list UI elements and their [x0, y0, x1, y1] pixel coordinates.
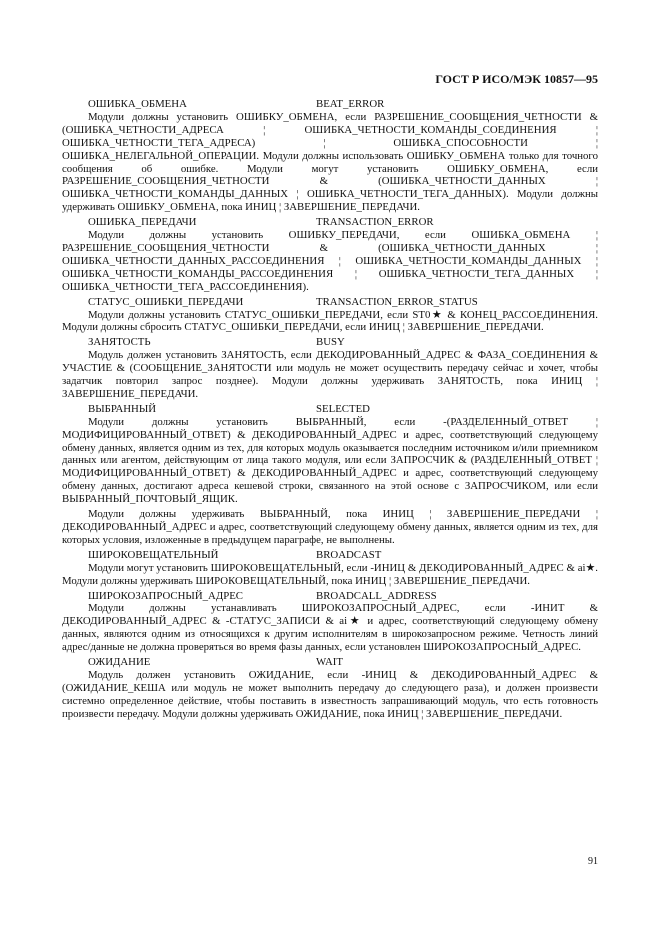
term-row-beat-error	[62, 98, 598, 111]
term-row-transaction-error	[62, 216, 598, 229]
term-row-broadcast	[62, 549, 598, 562]
document-body	[62, 97, 598, 723]
term-ru: ШИРОКОЗАПРОСНЫЙ_АДРЕС	[88, 589, 243, 602]
term-en: WAIT	[316, 656, 343, 669]
term-en: BROADCALL_ADDRESS	[316, 589, 437, 602]
term-ru: ШИРОКОВЕЩАТЕЛЬНЫЙ	[88, 548, 219, 561]
term-row-broadcall-address	[62, 590, 598, 603]
term-row-busy	[62, 336, 598, 349]
term-description: Модуль должен установить ОЖИДАНИЕ, если -ИНИЦ & ДЕКОДИРОВАННЫЙ_АДРЕС & (ОЖИДАНИЕ_КЕША или модуль не может выполнить передачу до следующего раза), и должен произвести системно определенное действие, чтобы поставить в известность запрашивающий модуль, что есть готовность произвести передачу. Модули должны удерживать ОЖИДАНИЕ, пока ИНИЦ ¦ ЗАВЕРШЕНИЕ_ПЕРЕДАЧИ.	[62, 668, 598, 720]
term-ru: ВЫБРАННЫЙ	[88, 402, 157, 415]
term-description: Модуль должен установить ЗАНЯТОСТЬ, если ДЕКОДИРОВАННЫЙ_АДРЕС & ФАЗА_СОЕДИНЕНИЯ & УЧАСТИЕ & (СООБЩЕНИЕ_ЗАНЯТОСТИ или модуль не может осуществить передачу сейчас и хочет, чтобы задатчик повторил запрос позднее). Модули должны удерживать ЗАНЯТОСТЬ, пока ИНИЦ ¦ ЗАВЕРШЕНИЕ_ПЕРЕДАЧИ.	[62, 349, 598, 400]
term-row-transaction-error-status	[62, 296, 598, 309]
standard-header: ГОСТ Р ИСО/МЭК 10857—95	[435, 72, 598, 86]
term-description: Модули должны установить ВЫБРАННЫЙ, если -(РАЗДЕЛЕННЫЙ_ОТВЕТ ¦ МОДИФИЦИРОВАННЫЙ_ОТВЕТ) & ДЕКОДИРОВАННЫЙ_АДРЕС и адрес, соответствующий следующему обмену данных, является одним из тех, для которых модуль оказывается последним источником и/или приемником данных или агентом, действующим от лица такого модуля, или если ЗАПРОСЧИК & (РАЗДЕЛЕННЫЙ_ОТВЕТ ¦ МОДИФИЦИРОВАННЫЙ_ОТВЕТ) & ДЕКОДИРОВАННЫЙ_АДРЕС и адрес, соответствующий следующему обмену данных, достигают адреса кешевой строки, связанного на этой основе с ЗАПРОСЧИКОМ, или если ВЫБРАННЫЙ_ПОЧТОВЫЙ_ЯЩИК.	[62, 415, 598, 506]
term-description: Модули могут установить ШИРОКОВЕЩАТЕЛЬНЫЙ, если -ИНИЦ & ДЕКОДИРОВАННЫЙ_АДРЕС & ai★. Модули должны удерживать ШИРОКОВЕЩАТЕЛЬНЫЙ, пока ИНИЦ ¦ ЗАВЕРШЕНИЕ_ПЕРЕДАЧИ.	[62, 561, 598, 587]
term-description: Модули должны установить СТАТУС_ОШИБКИ_ПЕРЕДАЧИ, если ST0★ & КОНЕЦ_РАССОЕДИНЕНИЯ. Модули должны сбросить СТАТУС_ОШИБКИ_ПЕРЕДАЧИ, если ИНИЦ ¦ ЗАВЕРШЕНИЕ_ПЕРЕДАЧИ.	[62, 308, 598, 334]
term-ru: ОШИБКА_ОБМЕНА	[88, 98, 187, 110]
term-en: BUSY	[316, 336, 345, 349]
page-number: 91	[588, 856, 598, 867]
term-ru: ОЖИДАНИЕ	[88, 656, 151, 669]
term-row-selected	[62, 403, 598, 416]
term-en: TRANSACTION_ERROR	[316, 216, 434, 229]
term-ru: ОШИБКА_ПЕРЕДАЧИ	[88, 216, 197, 229]
term-en: BEAT_ERROR	[316, 98, 385, 110]
term-description: Модули должны установить ОШИБКУ_ПЕРЕДАЧИ, если ОШИБКА_ОБМЕНА ¦ РАЗРЕШЕНИЕ_СООБЩЕНИЯ_ЧЕТНОСТИ & (ОШИБКА_ЧЕТНОСТИ_ДАННЫХ ¦ ОШИБКА_ЧЕТНОСТИ_ДАННЫХ_РАССОЕДИНЕНИЯ ¦ ОШИБКА_ЧЕТНОСТИ_КОМАНДЫ_ДАННЫХ ¦ ОШИБКА_ЧЕТНОСТИ_КОМАНДЫ_РАССОЕДИНЕНИЯ ¦ ОШИБКА_ЧЕТНОСТИ_ТЕГА_ДАННЫХ ¦ ОШИБКА_ЧЕТНОСТИ_ТЕГА_РАССОЕДИНЕНИЯ).	[62, 229, 598, 293]
term-ru: ЗАНЯТОСТЬ	[88, 336, 151, 349]
term-en: TRANSACTION_ERROR_STATUS	[316, 295, 478, 308]
term-description-continued: Модули должны удерживать ВЫБРАННЫЙ, пока ИНИЦ ¦ ЗАВЕРШЕНИЕ_ПЕРЕДАЧИ ¦ ДЕКОДИРОВАННЫЙ_АДРЕС и адрес, соответствующий следующему обмену данных, является одним из тех, для которых условия, изложенные в предыдущем параграфе, не выполнены.	[62, 508, 598, 546]
term-row-wait	[62, 656, 598, 669]
term-en: BROADCAST	[316, 548, 382, 561]
term-description: Модули должны установить ОШИБКУ_ОБМЕНА, если РАЗРЕШЕНИЕ_СООБЩЕНИЯ_ЧЕТНОСТИ & (ОШИБКА_ЧЕТНОСТИ_АДРЕСА ¦ ОШИБКА_ЧЕТНОСТИ_КОМАНДЫ_СОЕДИНЕНИЯ ¦ ОШИБКА_ЧЕТНОСТИ_ТЕГА_АДРЕСА) ¦ ОШИБКА_СПОСОБНОСТИ ¦ ОШИБКА_НЕЛЕГАЛЬНОЙ_ОПЕРАЦИИ. Модули должны использовать ОШИБКУ_ОБМЕНА только для точного сообщения об ошибке. Модули могут установить ОШИБКУ_ОБМЕНА, если РАЗРЕШЕНИЕ_СООБЩЕНИЯ_ЧЕТНОСТИ & (ОШИБКА_ЧЕТНОСТИ_ДАННЫХ ¦ ОШИБКА_ЧЕТНОСТИ_КОМАНДЫ_ДАННЫХ ¦ ОШИБКА_ЧЕТНОСТИ_ТЕГА_ДАННЫХ). Модули должны удерживать ОШИБКУ_ОБМЕНА, пока ИНИЦ ¦ ЗАВЕРШЕНИЕ_ПЕРЕДАЧИ.	[62, 110, 598, 214]
term-description: Модули должны устанавливать ШИРОКОЗАПРОСНЫЙ_АДРЕС, если -ИНИТ & ДЕКОДИРОВАННЫЙ_АДРЕС & -СТАТУС_ЗАПИСИ & ai★ и адрес, соответствующий следующему обмену данных, являются одним из относящихся к другим исполнителям в широкозапросном режиме. Четность линий адрес/данные не должна проверяться во время фазы данных, если установлен ШИРОКОЗАПРОСНЫЙ_АДРЕС.	[62, 602, 598, 654]
term-en: SELECTED	[316, 402, 370, 415]
term-ru: СТАТУС_ОШИБКИ_ПЕРЕДАЧИ	[88, 295, 244, 308]
